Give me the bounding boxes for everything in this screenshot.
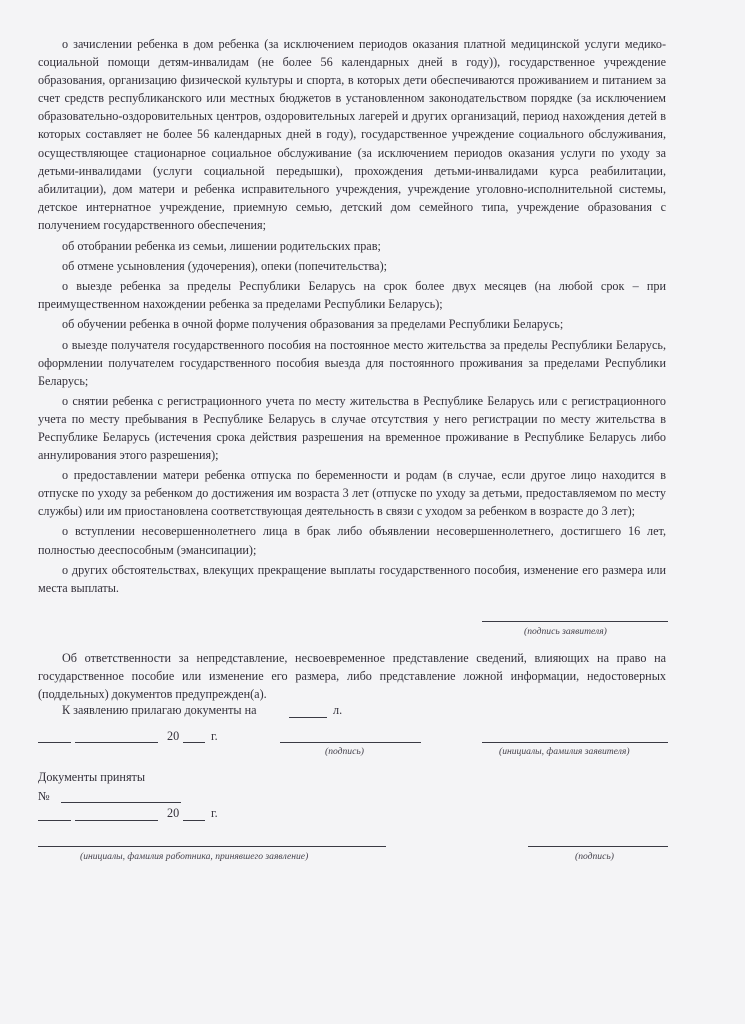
- docs-accepted-label: Документы приняты: [38, 770, 146, 784]
- warning-text: Об ответственности за непредставление, несвоевременное представление сведений, влияющих на право на государственное пособие или изменение его размера, либо представление ложной информации, недостоверных (поддельных) документов предупрежден(а).: [38, 651, 666, 702]
- notice-list: [38, 35, 666, 597]
- applicant-signature-caption: (подпись заявителя): [524, 626, 607, 637]
- signature-caption: (подпись): [325, 746, 364, 757]
- employee-signature-line[interactable]: [528, 846, 668, 847]
- paragraph-other-circumstances: о других обстоятельствах, влекущих прекращение выплаты государственного пособия, изменение его размера или места выплаты.: [38, 562, 666, 595]
- date-year-field[interactable]: [183, 742, 205, 743]
- attach-pages-field[interactable]: [289, 717, 327, 718]
- paragraph-child-departure: о выезде ребенка за пределы Республики Беларусь на срок более двух месяцев (на любой срок – при преимущественном нахождении ребенка за пределами Республики Беларусь);: [38, 279, 666, 312]
- employee-initials-line[interactable]: [38, 846, 386, 847]
- date-month-field[interactable]: [75, 742, 158, 743]
- applicant-initials-line[interactable]: [482, 742, 668, 743]
- year-prefix: 20: [167, 729, 180, 743]
- attach-label: К заявлению прилагаю документы на: [62, 703, 257, 717]
- attach-unit: л.: [333, 703, 343, 717]
- accept-year-field[interactable]: [183, 820, 205, 821]
- paragraph-emancipation: о вступлении несовершеннолетнего лица в брак либо объявлении несовершеннолетнего, достигшего 16 лет, полностью дееспособным (эмансипации);: [38, 524, 666, 557]
- accept-year-prefix: 20: [167, 806, 180, 820]
- date-day-field[interactable]: [38, 742, 71, 743]
- accept-day-field[interactable]: [38, 820, 71, 821]
- paragraph-maternity-leave: о предоставлении матери ребенка отпуска по беременности и родам (в случае, если другое лицо находится в отпуске по уходу за ребенком до достижения им возраста 3 лет (отпуске по уходу за детьми, предоставляемом по месту службы) или им приостановлена соответствующая деятельность в связи с уходом за ребенком в возрасте до 3 лет);: [38, 468, 666, 519]
- accept-month-field[interactable]: [75, 820, 158, 821]
- applicant-initials-caption: (инициалы, фамилия заявителя): [499, 746, 630, 757]
- paragraph-child-placement: о зачислении ребенка в дом ребенка (за исключением периодов оказания платной медицинской услуги медико-социальной помощи детям-инвалидам (не более 56 календарных дней в году)), государственное учреждение образования, организацию физической культуры и спорта, в которых дети обеспечиваются проживанием и питанием за счет средств республиканского или местных бюджетов в установленном законодательством порядке (за исключением образовательно-оздоровительных центров, оздоровительных лагерей и других организаций, период нахождения детей в которых составляет не более 56 календарных дней в году), государственное учреждение социального обслуживания, осуществляющее стационарное социальное обслуживание (за исключением периодов оказания услуги по уходу за детьми-инвалидами (услуги социальной передышки), прохождения детьми-инвалидами курса реабилитации, абилитации), дом матери и ребенка исправительного учреждения, учреждение уголовно-исполнительной системы, детское интернатное учреждение, приемную семью, детский дом семейного типа, учреждение образования с получением государственного обеспечения;: [38, 37, 666, 232]
- year-suffix: г.: [211, 729, 218, 743]
- number-sign: №: [38, 789, 50, 803]
- applicant-signature-line[interactable]: [482, 621, 668, 622]
- paragraph-recipient-departure: о выезде получателя государственного пособия на постоянное место жительства за пределы Республики Беларусь, оформлении получателем государственного пособия выезда для постоянного проживания за пределами Республики Беларусь;: [38, 337, 666, 388]
- responsibility-warning: [38, 649, 666, 703]
- signature-line[interactable]: [280, 742, 421, 743]
- employee-signature-caption: (подпись): [575, 851, 614, 862]
- paragraph-deregistration: о снятии ребенка с регистрационного учета по месту жительства в Республике Беларусь или с регистрационного учета по месту пребывания в Республике Беларусь в случае отсутствия у него регистрации по месту жительства в Республике Беларусь (истечения срока действия разрешения на временное проживание в Республике Беларусь либо аннулирования этого разрешения);: [38, 393, 666, 463]
- registration-number-field[interactable]: [61, 802, 181, 803]
- employee-initials-caption: (инициалы, фамилия работника, принявшего заявление): [80, 851, 309, 862]
- paragraph-removal: об отобрании ребенка из семьи, лишении родительских прав;: [62, 239, 381, 254]
- paragraph-study-abroad: об обучении ребенка в очной форме получения образования за пределами Республики Беларусь;: [62, 317, 564, 332]
- paragraph-adoption-cancel: об отмене усыновления (удочерения), опеки (попечительства);: [62, 259, 388, 274]
- accept-year-suffix: г.: [211, 806, 218, 820]
